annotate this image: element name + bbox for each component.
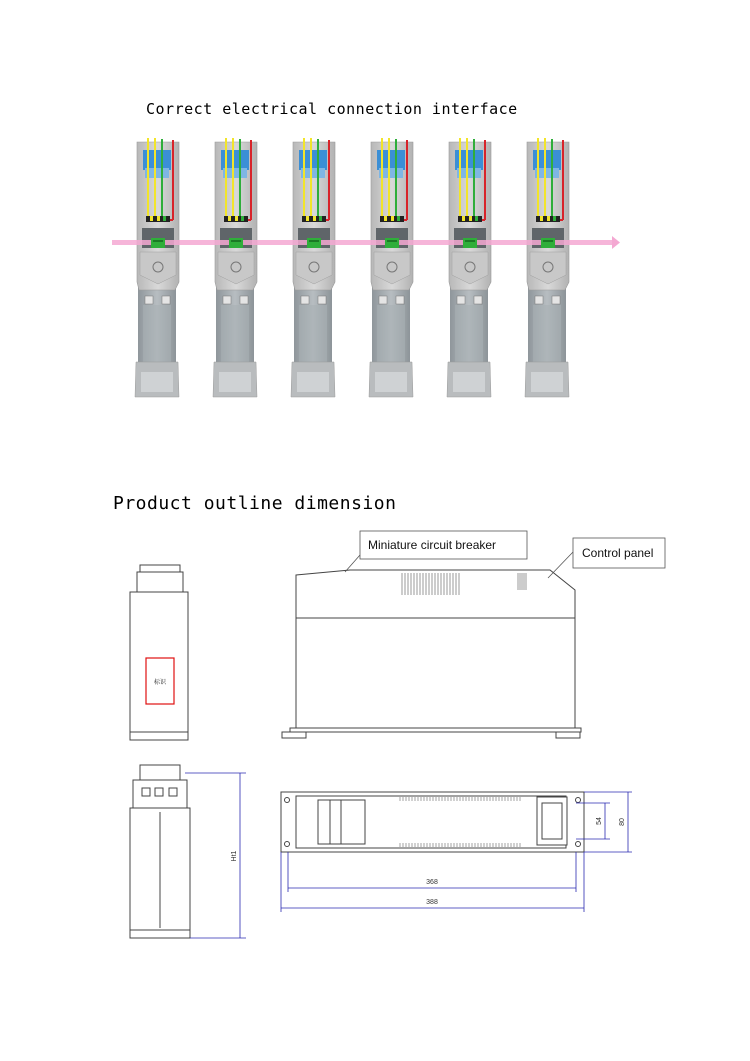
terminal-block xyxy=(229,238,243,248)
panel-callout-label: Control panel xyxy=(582,546,654,560)
capacitor-module xyxy=(525,138,569,397)
height-dimension xyxy=(185,773,246,938)
terminal-block xyxy=(151,238,165,248)
inner-width-label: 368 xyxy=(426,879,438,886)
breaker-callout xyxy=(345,531,527,572)
terminal-block xyxy=(385,238,399,248)
nameplate-label: 标识 xyxy=(153,679,167,686)
breaker-callout-label: Miniature circuit breaker xyxy=(368,538,497,552)
terminal-block xyxy=(541,238,555,248)
terminal-block xyxy=(463,238,477,248)
mount-height-label: 54 xyxy=(596,817,603,825)
front-view-drawing xyxy=(130,565,188,740)
total-height-label: 80 xyxy=(619,818,626,826)
side-view-drawing xyxy=(282,570,581,738)
capacitor-modules xyxy=(135,138,569,397)
capacitor-module xyxy=(291,138,335,397)
outline-dimension-title: Product outline dimension xyxy=(113,493,397,514)
capacitor-module xyxy=(447,138,491,397)
connection-interface-title: Correct electrical connection interface xyxy=(146,100,518,118)
capacitor-module xyxy=(135,138,179,397)
height-label: Ht1 xyxy=(231,850,238,862)
panel-callout xyxy=(548,538,665,578)
outer-width-label: 388 xyxy=(426,899,438,906)
front-dimension-drawing xyxy=(130,765,190,938)
capacitor-module xyxy=(213,138,257,397)
terminal-block xyxy=(307,238,321,248)
capacitor-module xyxy=(369,138,413,397)
top-view-drawing xyxy=(281,792,584,852)
